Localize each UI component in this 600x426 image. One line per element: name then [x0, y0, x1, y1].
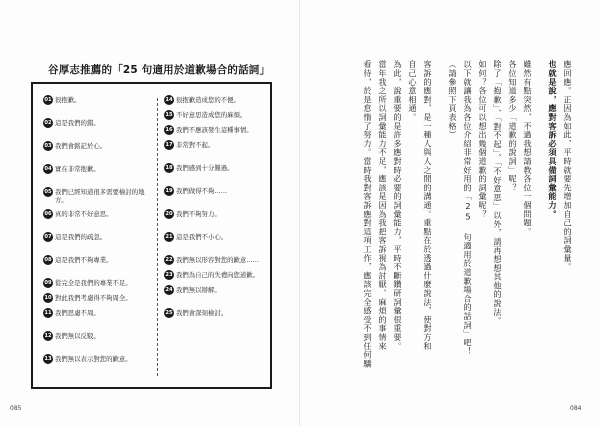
- phrase-column-1: [43, 96, 153, 370]
- phrase-text: 我們會深刻檢討。: [176, 309, 228, 317]
- text-column: 客訴的應對，是一種人與人之間的溝通。重點在於透過什麼說法，使對方和: [423, 60, 433, 351]
- number-badge: 18: [165, 165, 173, 171]
- phrase-item: [43, 256, 153, 265]
- phrase-text: 這是我們的疏忽。: [55, 233, 107, 241]
- phrase-text: 我們為自己的失禮向您道歉。: [176, 271, 260, 279]
- phrase-item: [164, 286, 270, 295]
- number-badge: 04: [44, 166, 52, 172]
- text-column: 應回應。正因為如此，平時就要先增加自己的詞彙量。: [563, 60, 573, 272]
- phrase-item: [43, 233, 153, 242]
- number-badge: 08: [44, 257, 52, 263]
- phrase-item: [43, 332, 153, 341]
- number-badge: 21: [165, 234, 173, 240]
- phrase-text: 我們感到十分難過。: [176, 164, 234, 172]
- phrase-text: 從完全是我們的專業不足。: [55, 279, 132, 287]
- phrase-text: 這是我們不夠專業。: [55, 256, 113, 264]
- phrase-text: 實在非常抱歉。: [55, 165, 100, 173]
- text-column: （請參照下頁表格）: [448, 60, 458, 140]
- number-badge: 12: [44, 333, 52, 339]
- phrase-text: 非常對不起。: [176, 141, 215, 149]
- phrase-item: [164, 126, 270, 135]
- phrase-item: [43, 188, 153, 204]
- text-column: 除了「抱歉」、「對不起」、「不好意思」以外，請再想想其他的說法。: [493, 60, 503, 326]
- number-badge: 25: [165, 310, 173, 316]
- text-column: 當年我之所以詞彙能力不足，應該是因為我把客訴視為討厭、麻煩的事情來: [378, 60, 388, 351]
- text-column: 以下就讓我為各位介紹非常好用的「25 句適用於道歉場合的話詞」吧！: [463, 60, 473, 356]
- phrase-text: 我們會銘記於心。: [55, 142, 107, 150]
- phrase-item: [164, 256, 270, 265]
- phrase-item: [164, 187, 270, 196]
- phrase-text: 我們已經知道很多需要檢討的地方。: [55, 188, 145, 204]
- number-badge: 06: [44, 211, 52, 217]
- phrase-item: [164, 271, 270, 280]
- phrase-item: [43, 165, 153, 174]
- number-badge: 10: [44, 295, 52, 301]
- phrase-text: 我們無以反駁。: [55, 332, 100, 340]
- phrase-text: 我們不夠努力。: [176, 210, 221, 218]
- number-badge: 19: [165, 188, 173, 194]
- phrase-item: [164, 210, 270, 219]
- phrase-column-2: [164, 96, 270, 332]
- text-column: 如何？各位可以想出幾個道歉的詞彙呢？: [478, 60, 488, 219]
- phrase-text: 我們無以辯解。: [176, 286, 221, 294]
- phrase-text: 不好意思造成您的麻煩。: [176, 111, 247, 119]
- phrase-item: [164, 111, 270, 120]
- number-badge: 03: [44, 143, 52, 149]
- number-badge: 01: [44, 97, 52, 103]
- number-badge: 20: [165, 211, 173, 217]
- text-column: 看待，於是怠惰了努力。當時我對客訴應對這項工作，應該完全感受不到任何驕: [363, 60, 373, 368]
- number-badge: 22: [165, 257, 173, 263]
- phrase-text: 真的非常不好意思。: [55, 210, 113, 218]
- text-column: 自己心意相通。: [408, 60, 418, 122]
- phrase-item: [43, 355, 153, 364]
- phrase-item: [43, 142, 153, 151]
- phrase-item: [164, 233, 270, 242]
- number-badge: 17: [165, 142, 173, 148]
- phrase-text: 很抱歉。: [55, 96, 81, 104]
- text-column: 各位知道多少「道歉的說詞」呢？: [508, 60, 518, 192]
- number-badge: 09: [44, 280, 52, 286]
- phrase-text: 我們不應該發生這種事情。: [176, 126, 253, 134]
- number-badge: 11: [44, 310, 52, 316]
- phrase-item: [43, 96, 153, 105]
- phrase-text: 對此我們考慮得不夠周全。: [55, 294, 132, 302]
- phrase-text: 我們做得不夠……: [176, 187, 228, 195]
- page-number-left: 085: [10, 405, 22, 412]
- phrase-item: [43, 119, 153, 128]
- phrase-item: [164, 164, 270, 173]
- phrase-table: [31, 82, 272, 389]
- phrase-item: [164, 141, 270, 150]
- page-number-right: 084: [570, 405, 582, 412]
- number-badge: 14: [165, 97, 173, 103]
- phrase-item: [164, 96, 270, 105]
- dashed-divider: [157, 98, 158, 376]
- number-badge: 02: [44, 120, 52, 126]
- number-badge: 13: [44, 356, 52, 362]
- phrase-text: 我們無以表示對您的歉意。: [55, 355, 132, 363]
- phrase-item: [43, 294, 153, 303]
- phrase-text: 我們無以形容對您的歉意……: [176, 256, 260, 264]
- box-title: 谷厚志推薦的「25 句適用於道歉場合的話詞」: [48, 64, 271, 76]
- phrase-text: 這是我們的錯。: [55, 119, 100, 127]
- phrase-text: 我們思慮不周。: [55, 309, 100, 317]
- text-column: 也就是說，應對客訴必須具備詞彙能力。: [548, 60, 558, 219]
- text-column: 為此，說重要的是許多應對時必要的詞彙能力，平時不斷鑽研詞彙很重要。: [393, 60, 403, 351]
- right-page: [300, 0, 600, 426]
- number-badge: 07: [44, 234, 52, 240]
- phrase-item: [43, 210, 153, 219]
- number-badge: 24: [165, 287, 173, 293]
- number-badge: 23: [165, 272, 173, 278]
- phrase-item: [43, 309, 153, 318]
- text-column: 雖然有點突然，不過我想請教各位一個問題。: [523, 60, 533, 236]
- phrase-item: [164, 309, 270, 318]
- number-badge: 05: [44, 189, 52, 195]
- number-badge: 16: [165, 127, 173, 133]
- phrase-text: 很抱歉造成您的不便。: [176, 96, 240, 104]
- phrase-item: [43, 279, 153, 288]
- number-badge: 15: [165, 112, 173, 118]
- phrase-text: 這是我們不小心。: [176, 233, 228, 241]
